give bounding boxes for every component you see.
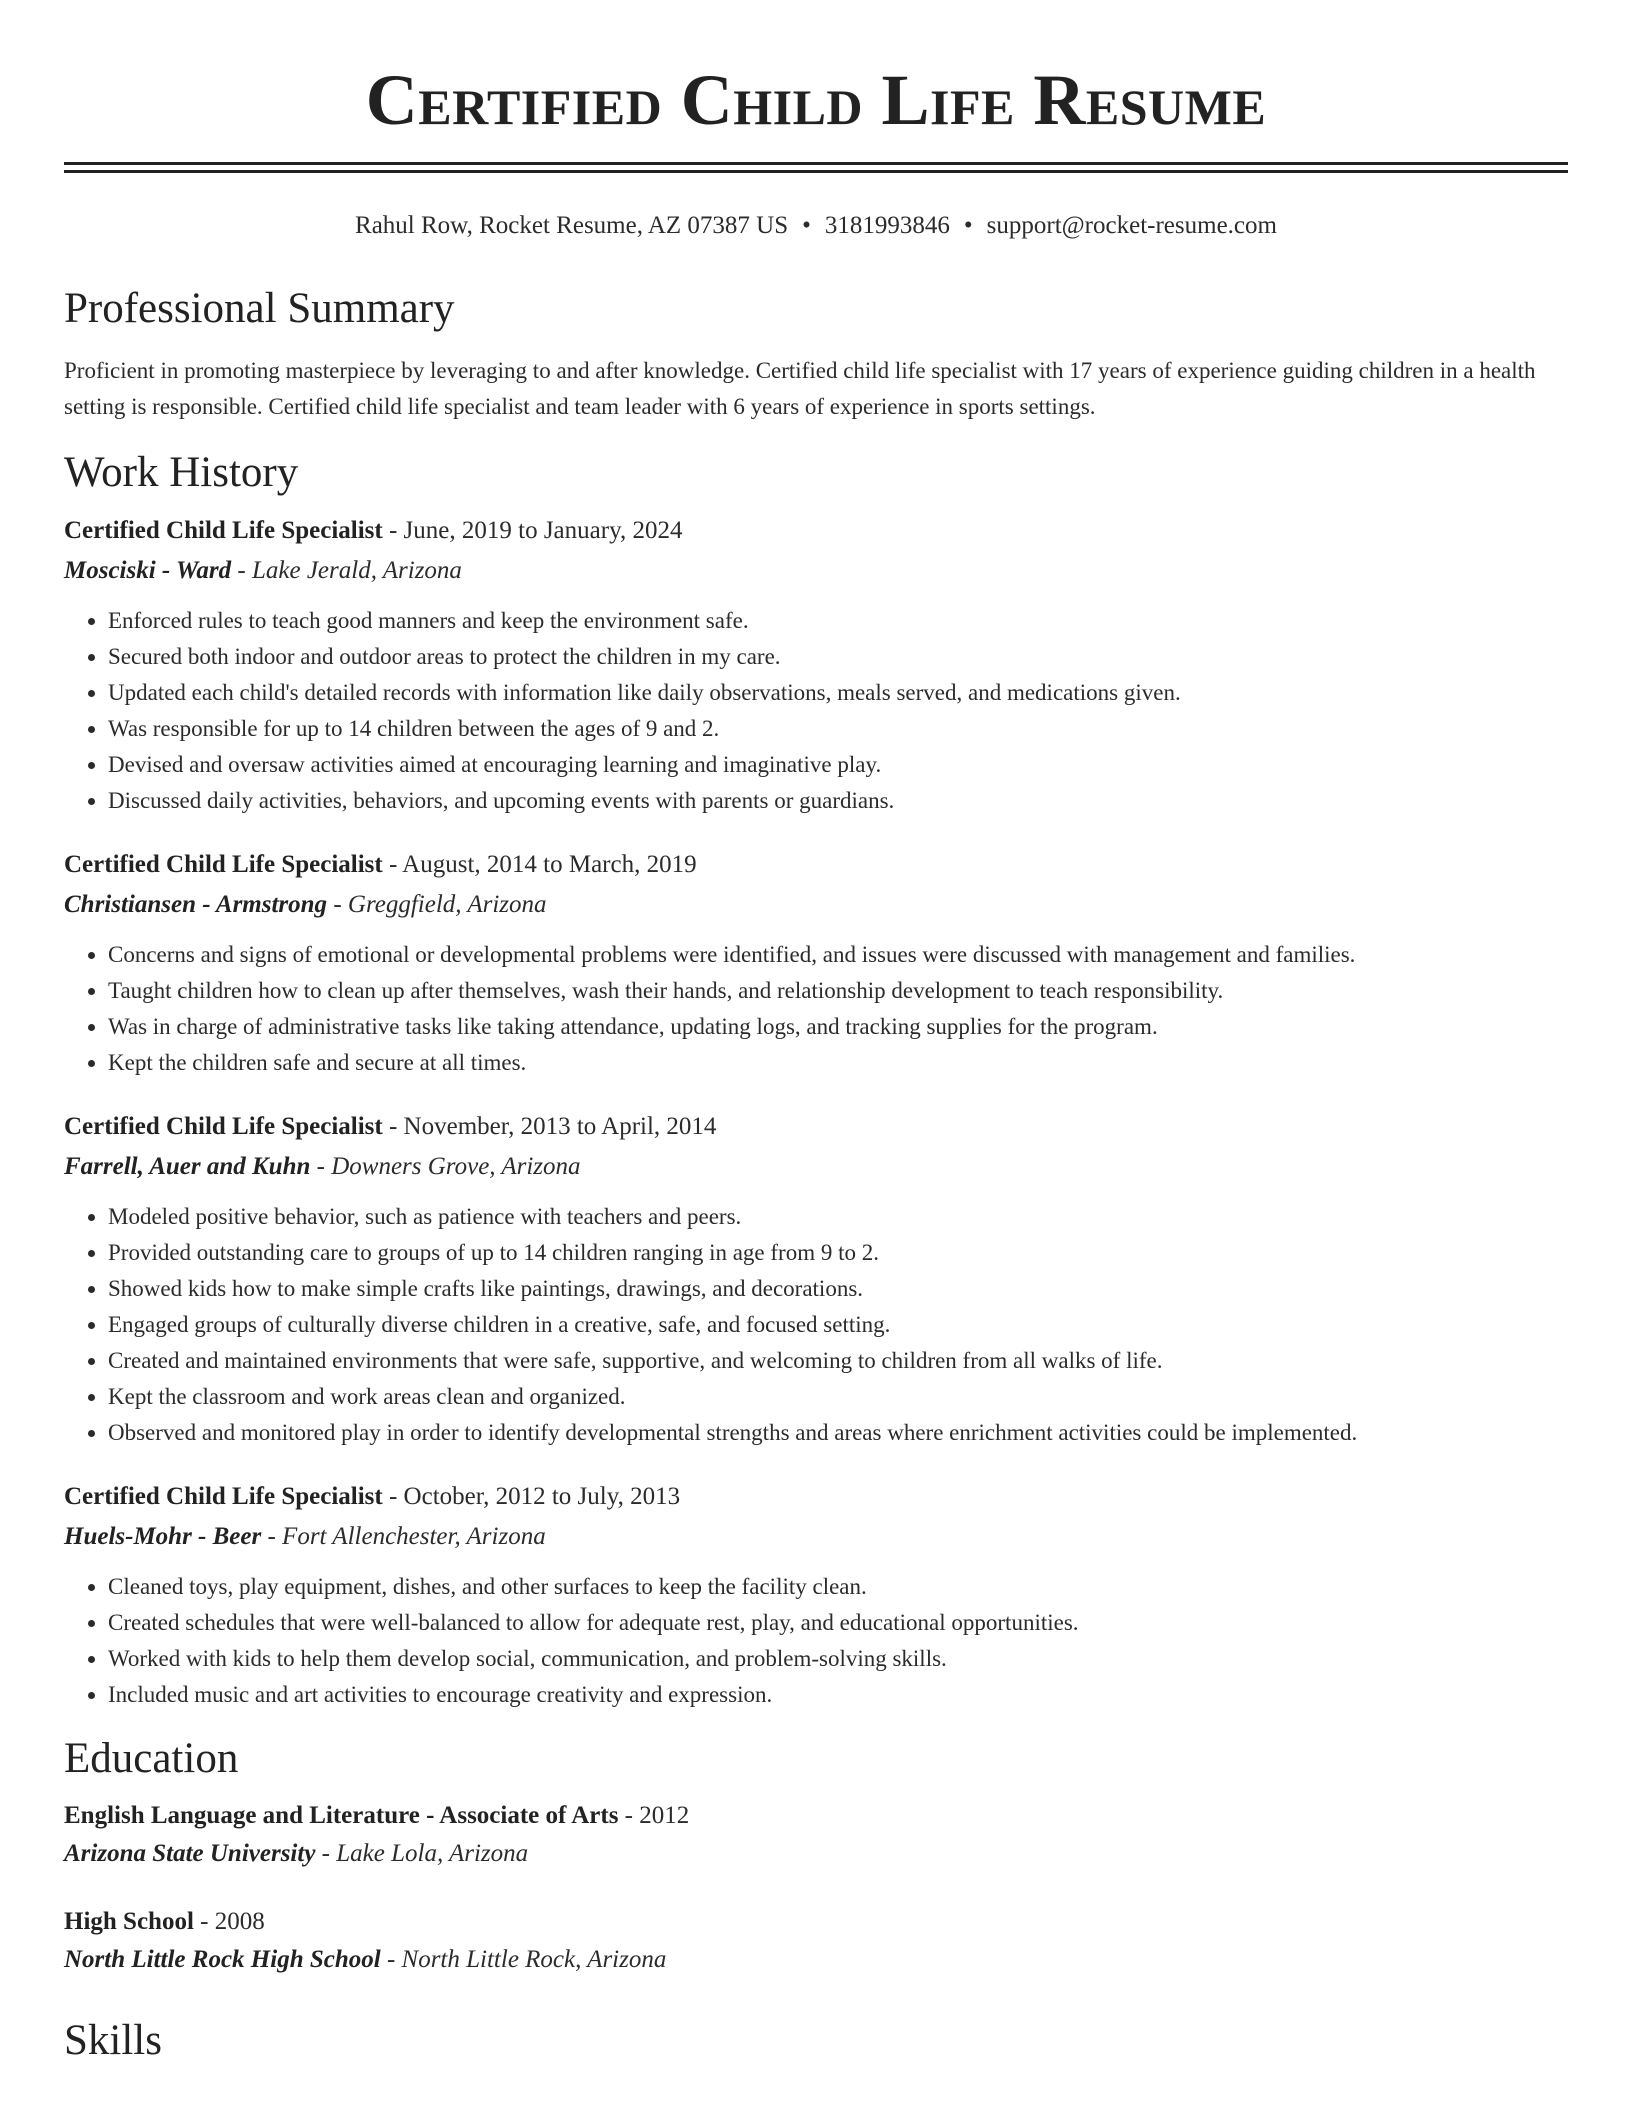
school-name: North Little Rock High School xyxy=(64,1946,381,1973)
company-name: Christiansen - Armstrong xyxy=(64,891,328,918)
contact-separator: • xyxy=(802,212,811,239)
section-heading-education: Education xyxy=(64,1735,239,1782)
contact-phone: 3181993846 xyxy=(824,212,950,239)
contact-separator: • xyxy=(963,212,973,239)
job-entry xyxy=(64,845,1568,1081)
duty-item: • Created and maintained environments that were safe, supportive, and welcoming to children from all walks of life. xyxy=(108,1343,1568,1379)
company-name: Farrell, Auer and Kuhn xyxy=(64,1153,311,1180)
work-history-list xyxy=(64,511,1568,1713)
degree-name: English Language and Literature - Associate of Arts xyxy=(64,1802,619,1829)
duty-item: • Was responsible for up to 14 children between the ages of 9 and 2. xyxy=(108,711,1568,747)
job-dates: - June, 2019 to January, 2024 xyxy=(382,517,683,544)
degree-name: High School xyxy=(64,1908,194,1935)
school-name: Arizona State University xyxy=(64,1840,316,1867)
contact-email: support@rocket-resume.com xyxy=(986,212,1277,239)
company-name: Mosciski - Ward xyxy=(64,557,232,584)
school-location: - North Little Rock, Arizona xyxy=(380,1946,667,1973)
job-title: Certified Child Life Specialist xyxy=(64,1113,383,1140)
duty-item: • Discussed daily activities, behaviors, and upcoming events with parents or guardians. xyxy=(108,783,1568,819)
duty-item: • Modeled positive behavior, such as patience with teachers and peers. xyxy=(108,1199,1568,1235)
degree-line xyxy=(64,1797,1568,1835)
job-entry xyxy=(64,1107,1568,1451)
resume-page xyxy=(64,0,1568,2067)
education-entry xyxy=(64,1903,1568,1979)
job-dates: - October, 2012 to July, 2013 xyxy=(382,1483,681,1510)
job-title-line xyxy=(64,511,1568,551)
duty-item: • Taught children how to clean up after themselves, wash their hands, and relationship development to teach responsibility. xyxy=(108,973,1568,1009)
duty-list xyxy=(64,937,1568,1081)
duty-item: • Observed and monitored play in order to identify developmental strengths and areas where enrichment activities could be implemented. xyxy=(108,1415,1568,1451)
duty-item: • Provided outstanding care to groups of up to 14 children ranging in age from 9 to 2. xyxy=(108,1235,1568,1271)
job-dates: - November, 2013 to April, 2014 xyxy=(382,1113,717,1140)
duty-item: • Cleaned toys, play equipment, dishes, and other surfaces to keep the facility clean. xyxy=(108,1569,1568,1605)
job-title-line xyxy=(64,1477,1568,1517)
company-line xyxy=(64,885,1568,925)
job-dates: - August, 2014 to March, 2019 xyxy=(382,851,697,878)
section-heading-work-history: Work History xyxy=(64,449,299,496)
contact-address: Rahul Row, Rocket Resume, AZ 07387 US xyxy=(355,212,789,239)
duty-item: • Kept the children safe and secure at all times. xyxy=(108,1045,1568,1081)
job-title-line xyxy=(64,845,1568,885)
school-location: - Lake Lola, Arizona xyxy=(315,1840,529,1867)
degree-year: - 2012 xyxy=(618,1802,690,1829)
duty-item: • Updated each child's detailed records with information like daily observations, meals served, and medications given. xyxy=(108,675,1568,711)
job-title: Certified Child Life Specialist xyxy=(64,1483,383,1510)
duty-item: • Included music and art activities to encourage creativity and expression. xyxy=(108,1677,1568,1713)
company-location: - Downers Grove, Arizona xyxy=(310,1153,581,1180)
duty-item: • Showed kids how to make simple crafts like paintings, drawings, and decorations. xyxy=(108,1271,1568,1307)
company-line xyxy=(64,551,1568,591)
duty-item: • Secured both indoor and outdoor areas to protect the children in my care. xyxy=(108,639,1568,675)
duty-item: • Concerns and signs of emotional or developmental problems were identified, and issues were discussed with management and families. xyxy=(108,937,1568,973)
job-entry xyxy=(64,511,1568,819)
degree-year: - 2008 xyxy=(193,1908,265,1935)
section-heading-skills: Skills xyxy=(64,2017,162,2064)
job-entry xyxy=(64,1477,1568,1713)
degree-line xyxy=(64,1903,1568,1941)
duty-item: • Enforced rules to teach good manners and keep the environment safe. xyxy=(108,603,1568,639)
education-list xyxy=(64,1797,1568,1979)
school-line xyxy=(64,1835,1568,1873)
company-location: - Fort Allenchester, Arizona xyxy=(261,1523,546,1550)
title-double-rule xyxy=(64,162,1568,173)
company-line xyxy=(64,1517,1568,1557)
section-heading-summary: Professional Summary xyxy=(64,285,455,332)
duty-list xyxy=(64,1199,1568,1451)
company-name: Huels-Mohr - Beer xyxy=(64,1523,262,1550)
company-line xyxy=(64,1147,1568,1187)
company-location: - Lake Jerald, Arizona xyxy=(231,557,462,584)
job-title-line xyxy=(64,1107,1568,1147)
resume-title: Certified Child Life Resume xyxy=(365,60,1267,140)
summary-text: Proficient in promoting masterpiece by leveraging to and after knowledge. Certified child life specialist with 17 years of experience guiding children in a health setting is responsible. Certified child life specialist and team leader with 6 years of experience in sports settings. xyxy=(64,358,1536,419)
job-title: Certified Child Life Specialist xyxy=(64,851,383,878)
duty-item: • Was in charge of administrative tasks like taking attendance, updating logs, and tracking supplies for the program. xyxy=(108,1009,1568,1045)
job-title: Certified Child Life Specialist xyxy=(64,517,383,544)
duty-item: • Kept the classroom and work areas clean and organized. xyxy=(108,1379,1568,1415)
company-location: - Greggfield, Arizona xyxy=(327,891,547,918)
duty-item: • Worked with kids to help them develop social, communication, and problem-solving skills. xyxy=(108,1641,1568,1677)
contact-line xyxy=(64,209,1568,243)
duty-list xyxy=(64,1569,1568,1713)
duty-item: • Created schedules that were well-balanced to allow for adequate rest, play, and educational opportunities. xyxy=(108,1605,1568,1641)
duty-list xyxy=(64,603,1568,819)
school-line xyxy=(64,1941,1568,1979)
duty-item: • Devised and oversaw activities aimed at encouraging learning and imaginative play. xyxy=(108,747,1568,783)
duty-item: • Engaged groups of culturally diverse children in a creative, safe, and focused setting. xyxy=(108,1307,1568,1343)
education-entry xyxy=(64,1797,1568,1873)
